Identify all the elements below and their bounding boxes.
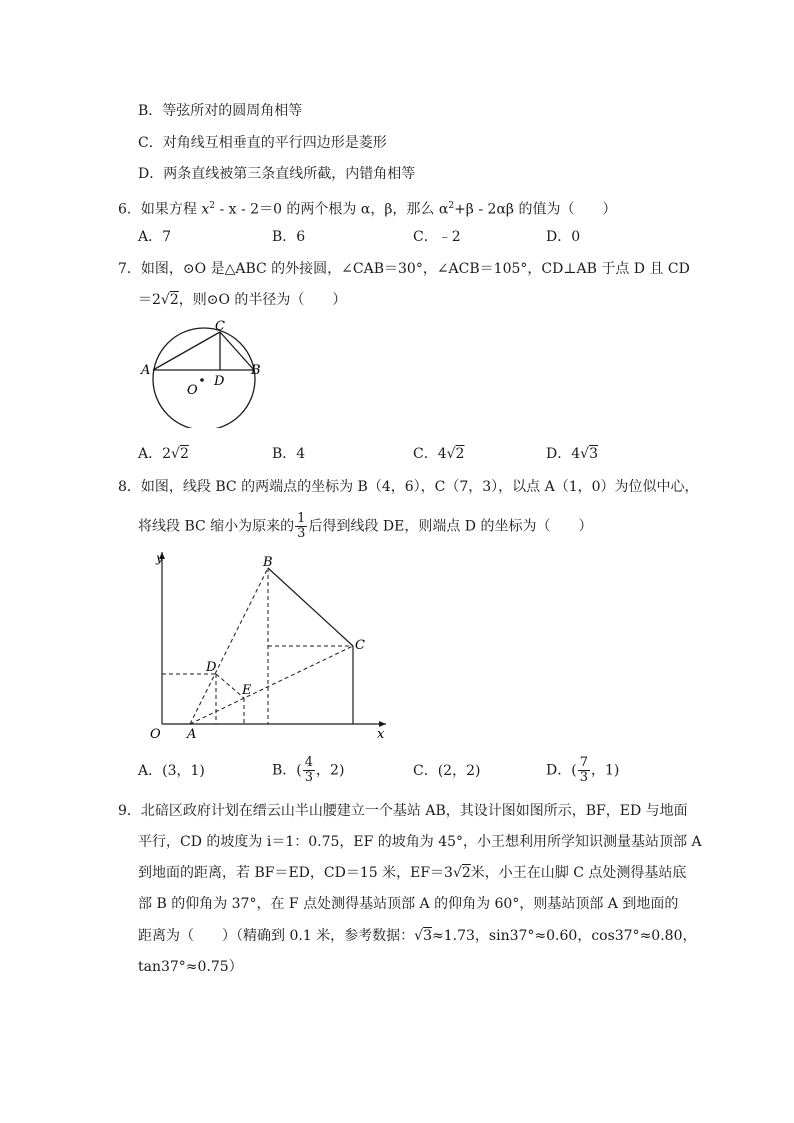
q9-stem-line4: 部 B 的仰角为 37°，在 F 点处测得基站顶部 A 的仰角为 60°，则基站顶部 A 到地面的 [138,896,679,912]
q8-line1: 如图，线段 BC 的两端点的坐标为 B（4，6），C（7，3），以点 A（1，0）为位似中心， [140,479,699,495]
q8-label-c: C [355,638,365,653]
q8-opt-d-num: 7 [579,755,588,770]
q9-line3-a: 到地面的距离，若 BF＝ED，CD＝15 米，EF＝3 [138,865,453,881]
q8-label-y: y [156,551,163,565]
q9-stem-line1 [118,801,688,821]
q9-line1: 北碚区政府计划在缙云山半山腰建立一个基站 AB，其设计图如图所示，BF，ED 与地面 [140,803,688,819]
q9-line5-a: 距离为（ ）（精确到 0.1 米，参考数据： [138,928,415,944]
q7-option-b [272,444,305,464]
q5-option-b: B．等弦所对的圆周角相等 [138,103,303,119]
q7-label-o: O [187,383,198,398]
q7-opt-b-prefix: B．4 [272,446,306,462]
q7-line2-b: ，则⊙O 的半径为（ ） [178,292,347,308]
q8-line2-a: 将线段 BC 缩小为原来的 [138,518,295,535]
q7-circle-figure [138,318,268,428]
q8-option-a: A．(3，1) [138,763,205,779]
q9-line5-rad: 3 [423,928,433,944]
q7-radicand: 2 [169,292,179,308]
q8-label-b: B [263,555,273,570]
q6-exp2: 2 [448,201,455,211]
q6-option-b: B．6 [272,229,306,245]
q6-option-c: C．﹣2 [413,229,461,245]
q8-opt-d-a: D．( [546,762,577,779]
q6-number: 6． [118,201,141,218]
q7-label-b: B [251,363,261,378]
q7-opt-d-sqrt: √3 [580,446,598,462]
q9-stem-line5 [138,926,696,946]
q5-option-d: D．两条直线被第三条直线所截，内错角相等 [138,166,416,182]
q7-opt-c-sqrt: √2 [446,446,465,462]
q7-number: 7． [118,261,141,277]
q8-segment-bc [268,568,353,646]
q8-line2-b: 后得到线段 DE，则端点 D 的坐标为（ ） [308,518,593,535]
q7-option-a [138,444,189,464]
q8-fraction [295,512,307,541]
q7-side-ac [153,332,220,370]
q7-sqrt: √2 [160,292,179,308]
q7-label-a: A [141,363,151,378]
q6-text-b: - x - 2＝0 的两个根为 α，β，那么 α [215,201,449,218]
q7-option-c [413,444,464,464]
q8-opt-b-frac [303,756,315,785]
q8-opt-b-num: 4 [304,755,314,770]
q8-dashed-ab [190,568,268,724]
q6-text-a: 如果方程 [140,201,202,218]
q8-opt-b-a: B．( [272,762,302,779]
q8-label-o: O [150,727,161,742]
q8-option-b [272,756,344,785]
q8-number: 8． [118,479,141,495]
q7-label-c: C [215,319,225,334]
q8-opt-b-den: 3 [304,770,314,785]
q7-option-d [546,444,598,464]
q7-stem-line2 [138,290,346,310]
q7-line1: 如图，⊙O 是△ABC 的外接圆，∠CAB＝30°，∠ACB＝105°，CD⊥AB 于点 D 且 CD [140,261,690,277]
q8-stem-line2 [138,512,592,541]
q8-opt-d-den: 3 [579,770,588,785]
q8-label-x: x [377,727,385,742]
q8-label-a: A [187,727,197,742]
q6-var: x [201,201,210,218]
q7-side-cb [220,332,254,370]
q9-line3-rad: 2 [461,865,471,881]
q7-circle [153,328,255,428]
q8-opt-d-frac [578,756,590,785]
q9-line5-sqrt: √3 [414,928,433,944]
q9-stem-line2: 平行，CD 的坡度为 i＝1：0.75，EF 的坡角为 45°，小王想利用所学知识测量基站顶部 A [138,834,702,850]
q9-line3-sqrt: √2 [452,865,471,881]
q6-option-a: A．7 [138,229,172,245]
q5-option-c: C．对角线互相垂直的平行四边形是菱形 [138,135,387,151]
q8-option-c: C．(2，2) [413,763,481,779]
q8-dashed-de [216,674,244,698]
q8-coordinate-figure [140,548,400,744]
q9-line5-b: ≈1.73，sin37°≈0.60，cos37°≈0.80， [432,928,697,944]
q7-opt-a-rad: 2 [179,446,189,462]
q7-opt-a-prefix: A．2 [138,446,172,462]
q9-number: 9． [118,803,141,819]
q6-text-c: +β - 2αβ 的值为（ ） [454,201,617,218]
q9-stem-line3 [138,863,686,883]
q7-opt-c-rad: 2 [455,446,465,462]
q8-opt-d-b: ，1) [590,762,620,779]
q6-option-d: D．0 [546,229,581,245]
q8-stem-line1 [118,477,699,497]
q8-dashed-ac [190,646,353,724]
q6-exp: 2 [209,201,216,211]
q7-opt-c-prefix: C．4 [413,446,447,462]
q7-opt-d-prefix: D．4 [546,446,581,462]
q8-label-e: E [242,683,252,698]
q7-center-dot [200,378,204,382]
q8-option-d [546,756,619,785]
q6-stem [118,196,616,220]
q8-frac-num: 1 [297,511,306,526]
q9-stem-line6: tan37°≈0.75） [138,959,243,975]
q9-line3-b: 米，小王在山脚 C 点处测得基站底 [470,865,687,881]
q7-label-d: D [214,374,225,389]
q8-frac-den: 3 [297,526,306,541]
q7-opt-a-sqrt: √2 [171,446,189,462]
q7-stem-line1 [118,259,690,279]
q7-line2-a: ＝2 [138,292,161,308]
q7-opt-d-rad: 3 [589,446,598,462]
q8-label-d: D [206,660,217,675]
q8-opt-b-b: ，2) [316,762,345,779]
